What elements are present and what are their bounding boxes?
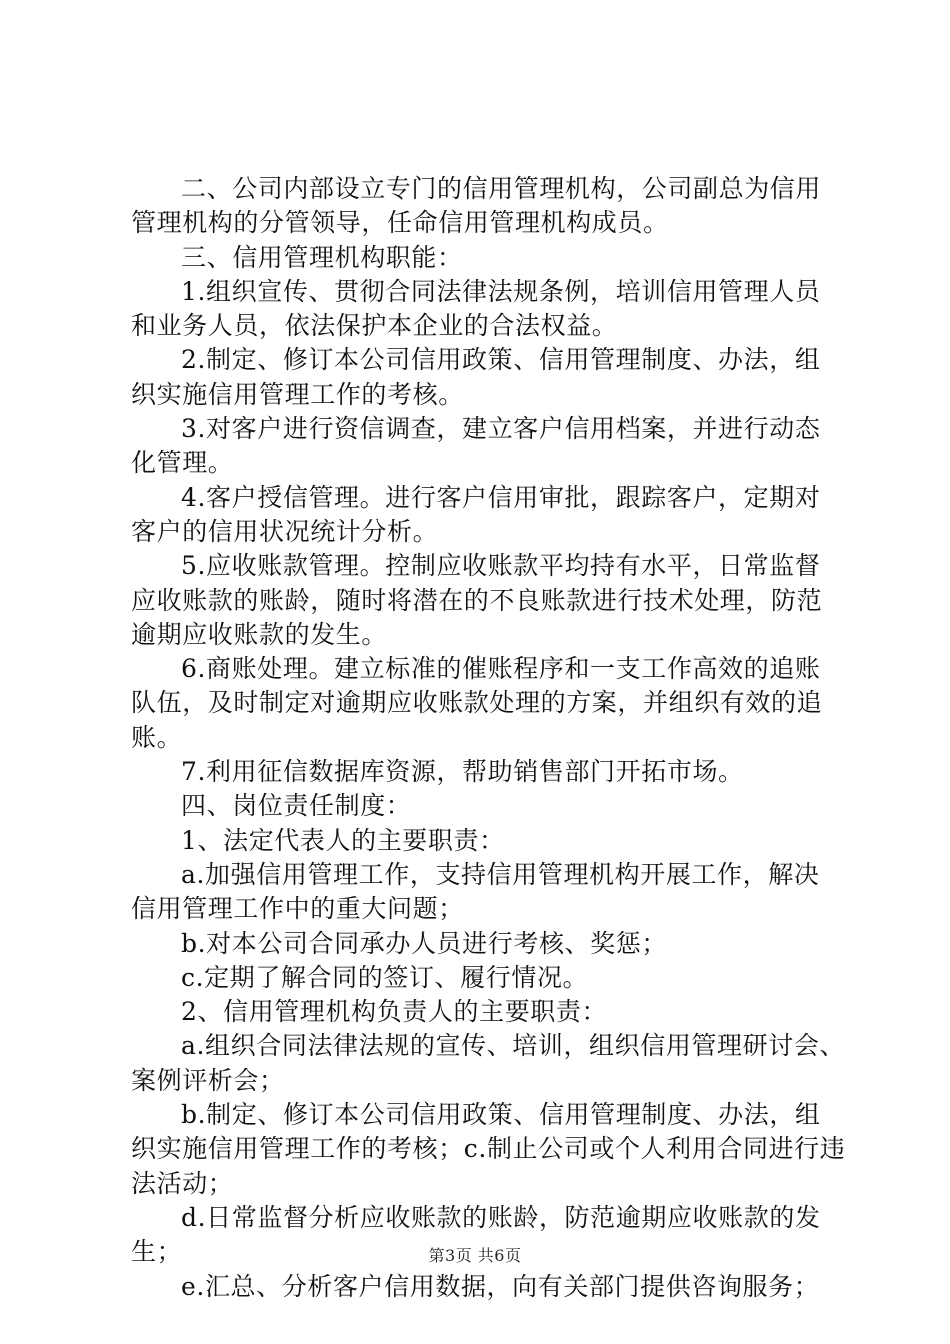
paragraph <box>131 961 831 995</box>
paragraph-line: 和业务人员，依法保护本企业的合法权益。 <box>131 311 618 341</box>
paragraph-line: 应收账款的账龄，随时将潜在的不良账款进行技术处理，防范 <box>131 585 823 615</box>
paragraph <box>131 824 831 858</box>
paragraph-line: 生； <box>131 1237 183 1267</box>
paragraph-line: 织实施信用管理工作的考核。 <box>131 379 464 409</box>
paragraph-line: 化管理。 <box>131 448 234 478</box>
paragraph <box>131 1098 846 1201</box>
paragraph-line: 7.利用征信数据库资源，帮助销售部门开拓市场。 <box>181 757 744 787</box>
paragraph-line: 2.制定、修订本公司信用政策、信用管理制度、办法，组 <box>181 345 821 375</box>
paragraph <box>131 481 831 550</box>
paragraph-line: 2、信用管理机构负责人的主要职责： <box>181 997 608 1027</box>
paragraph <box>131 927 831 961</box>
paragraph-line: 管理机构的分管领导，任命信用管理机构成员。 <box>131 208 669 238</box>
paragraph <box>131 789 831 823</box>
paragraph-line: c.定期了解合同的签订、履行情况。 <box>181 962 589 992</box>
paragraph-line: b.对本公司合同承办人员进行考核、奖惩； <box>181 928 667 958</box>
paragraph <box>131 1270 831 1304</box>
paragraph-line: e.汇总、分析客户信用数据，向有关部门提供咨询服务； <box>181 1271 820 1301</box>
paragraph <box>131 755 831 789</box>
paragraph-line: 6.商账处理。建立标准的催账程序和一支工作高效的追账 <box>181 654 821 684</box>
paragraph-line: d.日常监督分析应收账款的账龄，防范逾期应收账款的发 <box>181 1202 821 1232</box>
paragraph <box>131 241 831 275</box>
paragraph <box>131 652 831 755</box>
paragraph-line: 案例评析会； <box>131 1065 285 1095</box>
paragraph <box>131 549 831 652</box>
paragraph-line: 四、岗位责任制度： <box>181 791 412 821</box>
paragraph <box>131 1029 846 1098</box>
paragraph-line: 织实施信用管理工作的考核；c.制止公司或个人利用合同进行违 <box>131 1134 846 1164</box>
paragraph-line: b.制定、修订本公司信用政策、信用管理制度、办法，组 <box>181 1100 821 1130</box>
document-body <box>131 172 846 1304</box>
paragraph <box>131 995 831 1029</box>
paragraph-line: 1.组织宣传、贯彻合同法律法规条例，培训信用管理人员 <box>181 276 821 306</box>
paragraph <box>131 343 831 412</box>
paragraph <box>131 172 831 241</box>
paragraph <box>131 275 831 344</box>
paragraph-line: 逾期应收账款的发生。 <box>131 619 388 649</box>
paragraph-line: 5.应收账款管理。控制应收账款平均持有水平，日常监督 <box>181 551 821 581</box>
paragraph-line: 3.对客户进行资信调查，建立客户信用档案，并进行动态 <box>181 414 821 444</box>
paragraph-line: a.组织合同法律法规的宣传、培训，组织信用管理研讨会、 <box>181 1031 846 1061</box>
paragraph-line: 信用管理工作中的重大问题； <box>131 894 464 924</box>
page-footer: 第3页 共6页 <box>428 1246 522 1265</box>
paragraph <box>131 412 831 481</box>
paragraph-line: a.加强信用管理工作，支持信用管理机构开展工作，解决 <box>181 859 820 889</box>
paragraph-line: 队伍，及时制定对逾期应收账款处理的方案，并组织有效的追 <box>131 688 823 718</box>
paragraph-line: 账。 <box>131 722 183 752</box>
paragraph-line: 二、公司内部设立专门的信用管理机构，公司副总为信用 <box>181 174 822 203</box>
paragraph-line: 三、信用管理机构职能： <box>181 242 463 272</box>
paragraph <box>131 858 831 927</box>
paragraph-line: 4.客户授信管理。进行客户信用审批，跟踪客户，定期对 <box>181 482 821 512</box>
paragraph-line: 1、法定代表人的主要职责： <box>181 825 505 855</box>
paragraph-line: 客户的信用状况统计分析。 <box>131 516 439 546</box>
paragraph-line: 法活动； <box>131 1168 234 1198</box>
